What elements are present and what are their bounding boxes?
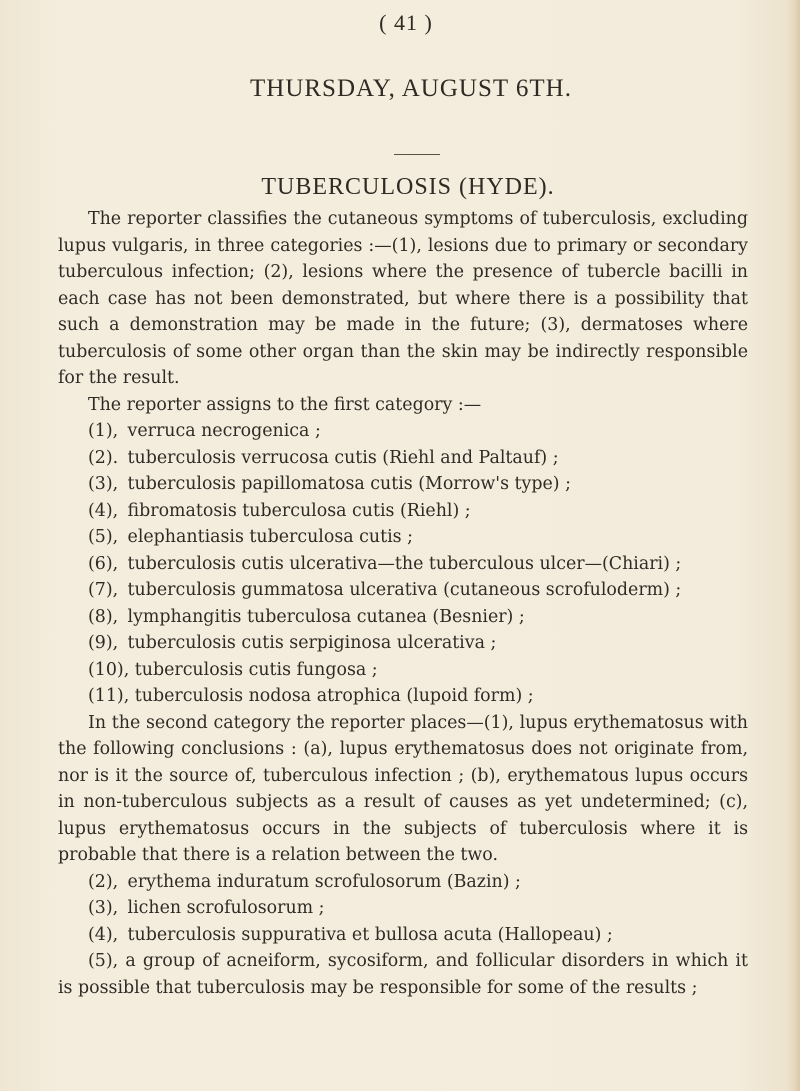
list-item <box>58 604 748 631</box>
list-item-text: tuberculosis cutis serpiginosa ulcerativa ; <box>127 633 497 653</box>
list-item-text: elephantiasis tuberculosa cutis ; <box>127 527 413 547</box>
page-edge-shadow <box>788 0 800 1091</box>
list-item <box>58 498 748 525</box>
intro-paragraph: The reporter classifies the cutaneous symptoms of tuberculosis, excluding lupus vulgaris, in three categories :—(1), lesions due to primary or secondary tuberculous infection; (2), lesions where the presence of tubercle bacilli in each case has not been demonstrated, but where there is a possibility that such a demonstration may be made in the future; (3), dermatoses where tuberculosis of some other organ than the skin may be indirectly responsible for the result. <box>58 209 748 388</box>
list-item-number: (10), <box>88 659 130 680</box>
section-heading: TUBERCULOSIS (HYDE). <box>261 174 555 200</box>
list-item <box>58 869 748 896</box>
list-item-number: (2), <box>88 871 119 892</box>
list-item-text: tuberculosis suppurativa et bullosa acuta (Hallopeau) ; <box>127 924 613 945</box>
list-item-text: tuberculosis nodosa atrophica (lupoid form) ; <box>134 686 534 706</box>
list-item-number: (5), <box>88 527 119 547</box>
list-item-text: lymphangitis tuberculosa cutanea (Besnier) ; <box>127 606 525 627</box>
list-item-text: erythema induratum scrofulosorum (Bazin) ; <box>127 871 521 892</box>
list-item <box>58 895 748 922</box>
second-category-paragraph: In the second category the reporter places—(1), lupus erythematosus with the following conclusions : (a), lupus erythematosus does not originate from, nor is it the source of, tuberculous infection ; (b), erythematous lupus occurs in non-tuberculous subjects as a result of causes as yet undetermined; (c), lupus erythematosus occurs in the subjects of tuberculosis where it is probable that there is a relation between the two. <box>58 712 748 865</box>
list-item-number: (9), <box>88 633 119 653</box>
list-item-text: fibromatosis tuberculosa cutis (Riehl) ; <box>127 500 471 521</box>
heading-divider <box>394 154 440 155</box>
list-item-number: (11), <box>88 686 130 706</box>
list-item <box>58 630 748 657</box>
list-item: (5), a group of acneiform, sycosiform, and follicular disorders in which it is possible that tuberculosis may be responsible for some of the results ; <box>58 951 748 998</box>
list-item-text: lichen scrofulosorum ; <box>127 898 325 918</box>
list-item <box>58 683 748 710</box>
second-category-list <box>58 869 748 1002</box>
day-heading: THURSDAY, AUGUST 6TH. <box>250 75 572 102</box>
list-item-text: tuberculosis verrucosa cutis (Riehl and Paltauf) ; <box>127 447 559 468</box>
list-item <box>58 524 748 551</box>
list-item-text: verruca necrogenica ; <box>127 421 321 441</box>
list-item <box>58 657 748 684</box>
list-item <box>58 577 748 604</box>
first-category-list <box>58 418 748 710</box>
list-item <box>58 418 748 445</box>
list-item-text: tuberculosis cutis ulcerativa—the tuberculous ulcer—(Chiari) ; <box>127 553 682 574</box>
list-item-number: (6), <box>88 553 119 574</box>
list-item-number: (4), <box>88 924 119 945</box>
list-item-number: (2). <box>88 447 119 468</box>
list-item-number: (7), <box>88 580 119 600</box>
list-item <box>58 551 748 578</box>
page-number: ( 41 ) <box>379 10 433 35</box>
list-item-number: (8), <box>88 606 119 627</box>
list-item-number: (3), <box>88 474 119 494</box>
list-item-text: tuberculosis papillomatosa cutis (Morrow's type) ; <box>127 474 571 494</box>
list-item-text: tuberculosis gummatosa ulcerativa (cutaneous scrofuloderm) ; <box>127 580 682 600</box>
list-item-text: tuberculosis cutis fungosa ; <box>134 659 378 680</box>
list-item-number: (3), <box>88 898 119 918</box>
page-content <box>58 8 748 1001</box>
list-item <box>58 445 748 472</box>
first-category-intro: The reporter assigns to the first category :— <box>88 394 482 415</box>
list-item-number: (4), <box>88 500 119 521</box>
list-item <box>58 922 748 949</box>
list-item-number: (1), <box>88 421 119 441</box>
list-item <box>58 471 748 498</box>
